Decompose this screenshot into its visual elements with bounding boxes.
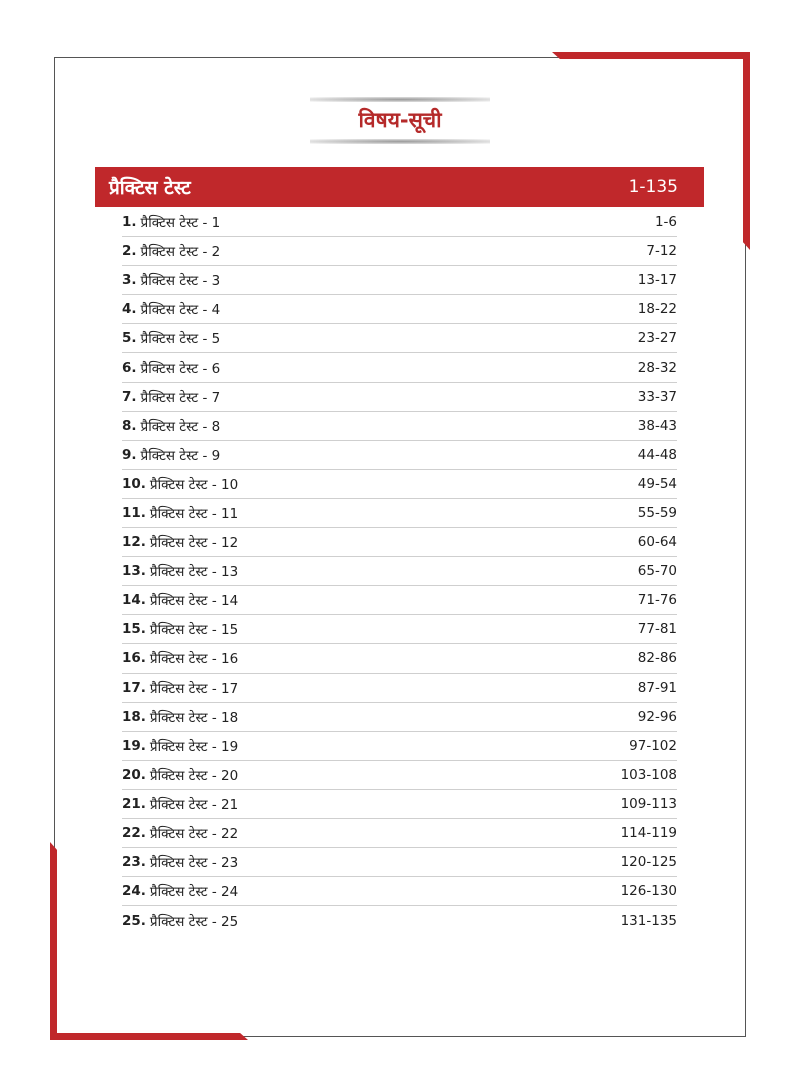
toc-entry-label: प्रैक्टिस टेस्ट - 9 (140, 447, 221, 464)
toc-entry[interactable] (122, 819, 677, 848)
toc-entry-label: प्रैक्टिस टेस्ट - 25 (149, 913, 239, 930)
toc-entry-label: प्रैक्टिस टेस्ट - 14 (149, 593, 239, 610)
toc-entry-title (122, 795, 238, 813)
toc-entry-pages: 13-17 (637, 272, 677, 289)
toc-entry[interactable] (122, 295, 677, 324)
toc-entry[interactable] (122, 703, 677, 732)
toc-entry-title (122, 271, 220, 289)
toc-entry-title (122, 562, 238, 580)
corner-accent-bottom-horizontal (50, 1033, 248, 1040)
toc-entry[interactable] (122, 383, 677, 412)
section-title: प्रैक्टिस टेस्ट (109, 177, 191, 199)
toc-entry-title (122, 417, 220, 435)
toc-entry-title (122, 242, 220, 260)
toc-entry-number: 2. (122, 243, 137, 260)
toc-entry-number: 14. (122, 592, 146, 609)
toc-entry-label: प्रैक्टिस टेस्ट - 20 (149, 767, 239, 784)
toc-entry[interactable] (122, 848, 677, 877)
toc-entry[interactable] (122, 324, 677, 353)
section-header[interactable] (95, 167, 704, 207)
toc-entry-number: 5. (122, 330, 137, 347)
toc-entry-pages: 120-125 (620, 854, 677, 871)
toc-entry-label: प्रैक्टिस टेस्ट - 7 (140, 389, 221, 406)
toc-entry-number: 23. (122, 854, 146, 871)
toc-entry-title (122, 649, 238, 667)
toc-entry-title (122, 446, 220, 464)
toc-entry-number: 17. (122, 679, 146, 696)
toc-entry-label: प्रैक्टिस टेस्ट - 12 (149, 535, 239, 552)
toc-entry-number: 9. (122, 446, 137, 463)
toc-entry-number: 8. (122, 417, 137, 434)
toc-entry-label: प्रैक्टिस टेस्ट - 11 (149, 505, 239, 522)
toc-entry-label: प्रैक्टिस टेस्ट - 19 (149, 738, 239, 755)
toc-entry[interactable] (122, 557, 677, 586)
heading-rule-top (310, 97, 490, 102)
toc-entry-label: प्रैक्टिस टेस्ट - 1 (140, 215, 221, 232)
toc-entry[interactable] (122, 615, 677, 644)
toc-entry-title (122, 766, 238, 784)
toc-entry-number: 18. (122, 708, 146, 725)
toc-entry-number: 20. (122, 766, 146, 783)
toc-entry-title (122, 300, 220, 318)
toc-entry-pages: 131-135 (620, 912, 677, 929)
toc-entry-label: प्रैक्टिस टेस्ट - 6 (140, 360, 221, 377)
toc-entry-label: प्रैक्टिस टेस्ट - 18 (149, 709, 239, 726)
toc-entry-number: 22. (122, 825, 146, 842)
toc-entry-pages: 65-70 (637, 563, 677, 580)
toc-entry[interactable] (122, 208, 677, 237)
toc-entry-label: प्रैक्टिस टेस्ट - 8 (140, 418, 221, 435)
toc-entry-label: प्रैक्टिस टेस्ट - 2 (140, 244, 221, 261)
toc-entry[interactable] (122, 470, 677, 499)
toc-entry-pages: 114-119 (620, 825, 677, 842)
toc-entry-title (122, 708, 238, 726)
toc-entry[interactable] (122, 732, 677, 761)
toc-entry-title (122, 533, 238, 551)
toc-entry-pages: 103-108 (620, 766, 677, 783)
toc-entry-pages: 55-59 (637, 504, 677, 521)
toc-entry-label: प्रैक्टिस टेस्ट - 22 (149, 826, 239, 843)
toc-entry-title (122, 853, 238, 871)
toc-entry-pages: 71-76 (637, 592, 677, 609)
toc-entry[interactable] (122, 353, 677, 382)
toc-entry[interactable] (122, 586, 677, 615)
corner-accent-top-vertical (743, 52, 750, 250)
toc-entry[interactable] (122, 761, 677, 790)
toc-entry-label: प्रैक्टिस टेस्ट - 16 (149, 651, 239, 668)
toc-entry-pages: 23-27 (637, 330, 677, 347)
toc-entry-pages: 28-32 (637, 359, 677, 376)
toc-entry-title (122, 679, 238, 697)
toc-entry-label: प्रैक्टिस टेस्ट - 23 (149, 855, 239, 872)
toc-entry-number: 1. (122, 214, 137, 231)
toc-entry-title (122, 329, 220, 347)
toc-entry[interactable] (122, 674, 677, 703)
toc-entry-number: 16. (122, 650, 146, 667)
toc-entry-pages: 126-130 (620, 883, 677, 900)
toc-entry-number: 4. (122, 301, 137, 318)
toc-entry-pages: 92-96 (637, 708, 677, 725)
toc-entry-title (122, 213, 220, 231)
toc-entry-pages: 97-102 (629, 737, 677, 754)
toc-entry-title (122, 504, 238, 522)
toc-entry-label: प्रैक्टिस टेस्ट - 24 (149, 884, 239, 901)
toc-entry-title (122, 620, 238, 638)
toc-entry-title (122, 882, 238, 900)
toc-entry-number: 12. (122, 534, 146, 551)
toc-entry[interactable] (122, 644, 677, 673)
toc-entry-title (122, 912, 238, 930)
toc-entry[interactable] (122, 412, 677, 441)
toc-entry-title (122, 475, 238, 493)
toc-entry-title (122, 824, 238, 842)
toc-entry-pages: 77-81 (637, 621, 677, 638)
toc-entry-label: प्रैक्टिस टेस्ट - 4 (140, 302, 221, 319)
toc-entry-number: 13. (122, 563, 146, 580)
toc-entry-label: प्रैक्टिस टेस्ट - 10 (149, 476, 239, 493)
heading-badge (310, 97, 490, 147)
toc-entry[interactable] (122, 790, 677, 819)
toc-entry[interactable] (122, 528, 677, 557)
toc-entry-title (122, 359, 220, 377)
toc-entry-number: 10. (122, 475, 146, 492)
toc-entry-number: 3. (122, 272, 137, 289)
toc-entry-pages: 82-86 (637, 650, 677, 667)
corner-accent-bottom-vertical (50, 842, 57, 1040)
toc-entry[interactable] (122, 266, 677, 295)
toc-entry-number: 7. (122, 388, 137, 405)
toc-entry-label: प्रैक्टिस टेस्ट - 3 (140, 273, 221, 290)
page-title: विषय-सूची (358, 108, 442, 132)
toc-entry-label: प्रैक्टिस टेस्ट - 5 (140, 331, 221, 348)
toc-entry-pages: 18-22 (637, 301, 677, 318)
toc-entry-number: 11. (122, 504, 146, 521)
toc-entry-number: 25. (122, 912, 146, 929)
toc-entry[interactable] (122, 499, 677, 528)
toc-entry-label: प्रैक्टिस टेस्ट - 13 (149, 564, 239, 581)
toc-entry-pages: 1-6 (654, 214, 677, 231)
toc-entry-pages: 38-43 (637, 417, 677, 434)
toc-entry[interactable] (122, 441, 677, 470)
toc-entry[interactable] (122, 877, 677, 906)
toc-entry-pages: 109-113 (620, 795, 677, 812)
toc-entry-number: 6. (122, 359, 137, 376)
toc-entry-pages: 7-12 (646, 243, 677, 260)
table-of-contents (122, 208, 677, 935)
toc-entry-number: 21. (122, 795, 146, 812)
toc-entry-pages: 60-64 (637, 534, 677, 551)
toc-entry-number: 24. (122, 883, 146, 900)
toc-entry-pages: 87-91 (637, 679, 677, 696)
toc-entry-pages: 33-37 (637, 388, 677, 405)
toc-entry-label: प्रैक्टिस टेस्ट - 17 (149, 680, 239, 697)
toc-entry-number: 15. (122, 621, 146, 638)
toc-entry-title (122, 591, 238, 609)
toc-entry-number: 19. (122, 737, 146, 754)
heading-rule-bottom (310, 139, 490, 144)
toc-entry-title (122, 737, 238, 755)
toc-entry[interactable] (122, 237, 677, 266)
toc-entry-pages: 49-54 (637, 475, 677, 492)
toc-entry-label: प्रैक्टिस टेस्ट - 15 (149, 622, 239, 639)
corner-accent-top-horizontal (552, 52, 750, 59)
toc-entry-label: प्रैक्टिस टेस्ट - 21 (149, 796, 239, 813)
toc-entry[interactable] (122, 906, 677, 935)
toc-entry-title (122, 388, 220, 406)
section-page-range: 1-135 (628, 177, 678, 197)
toc-entry-pages: 44-48 (637, 446, 677, 463)
